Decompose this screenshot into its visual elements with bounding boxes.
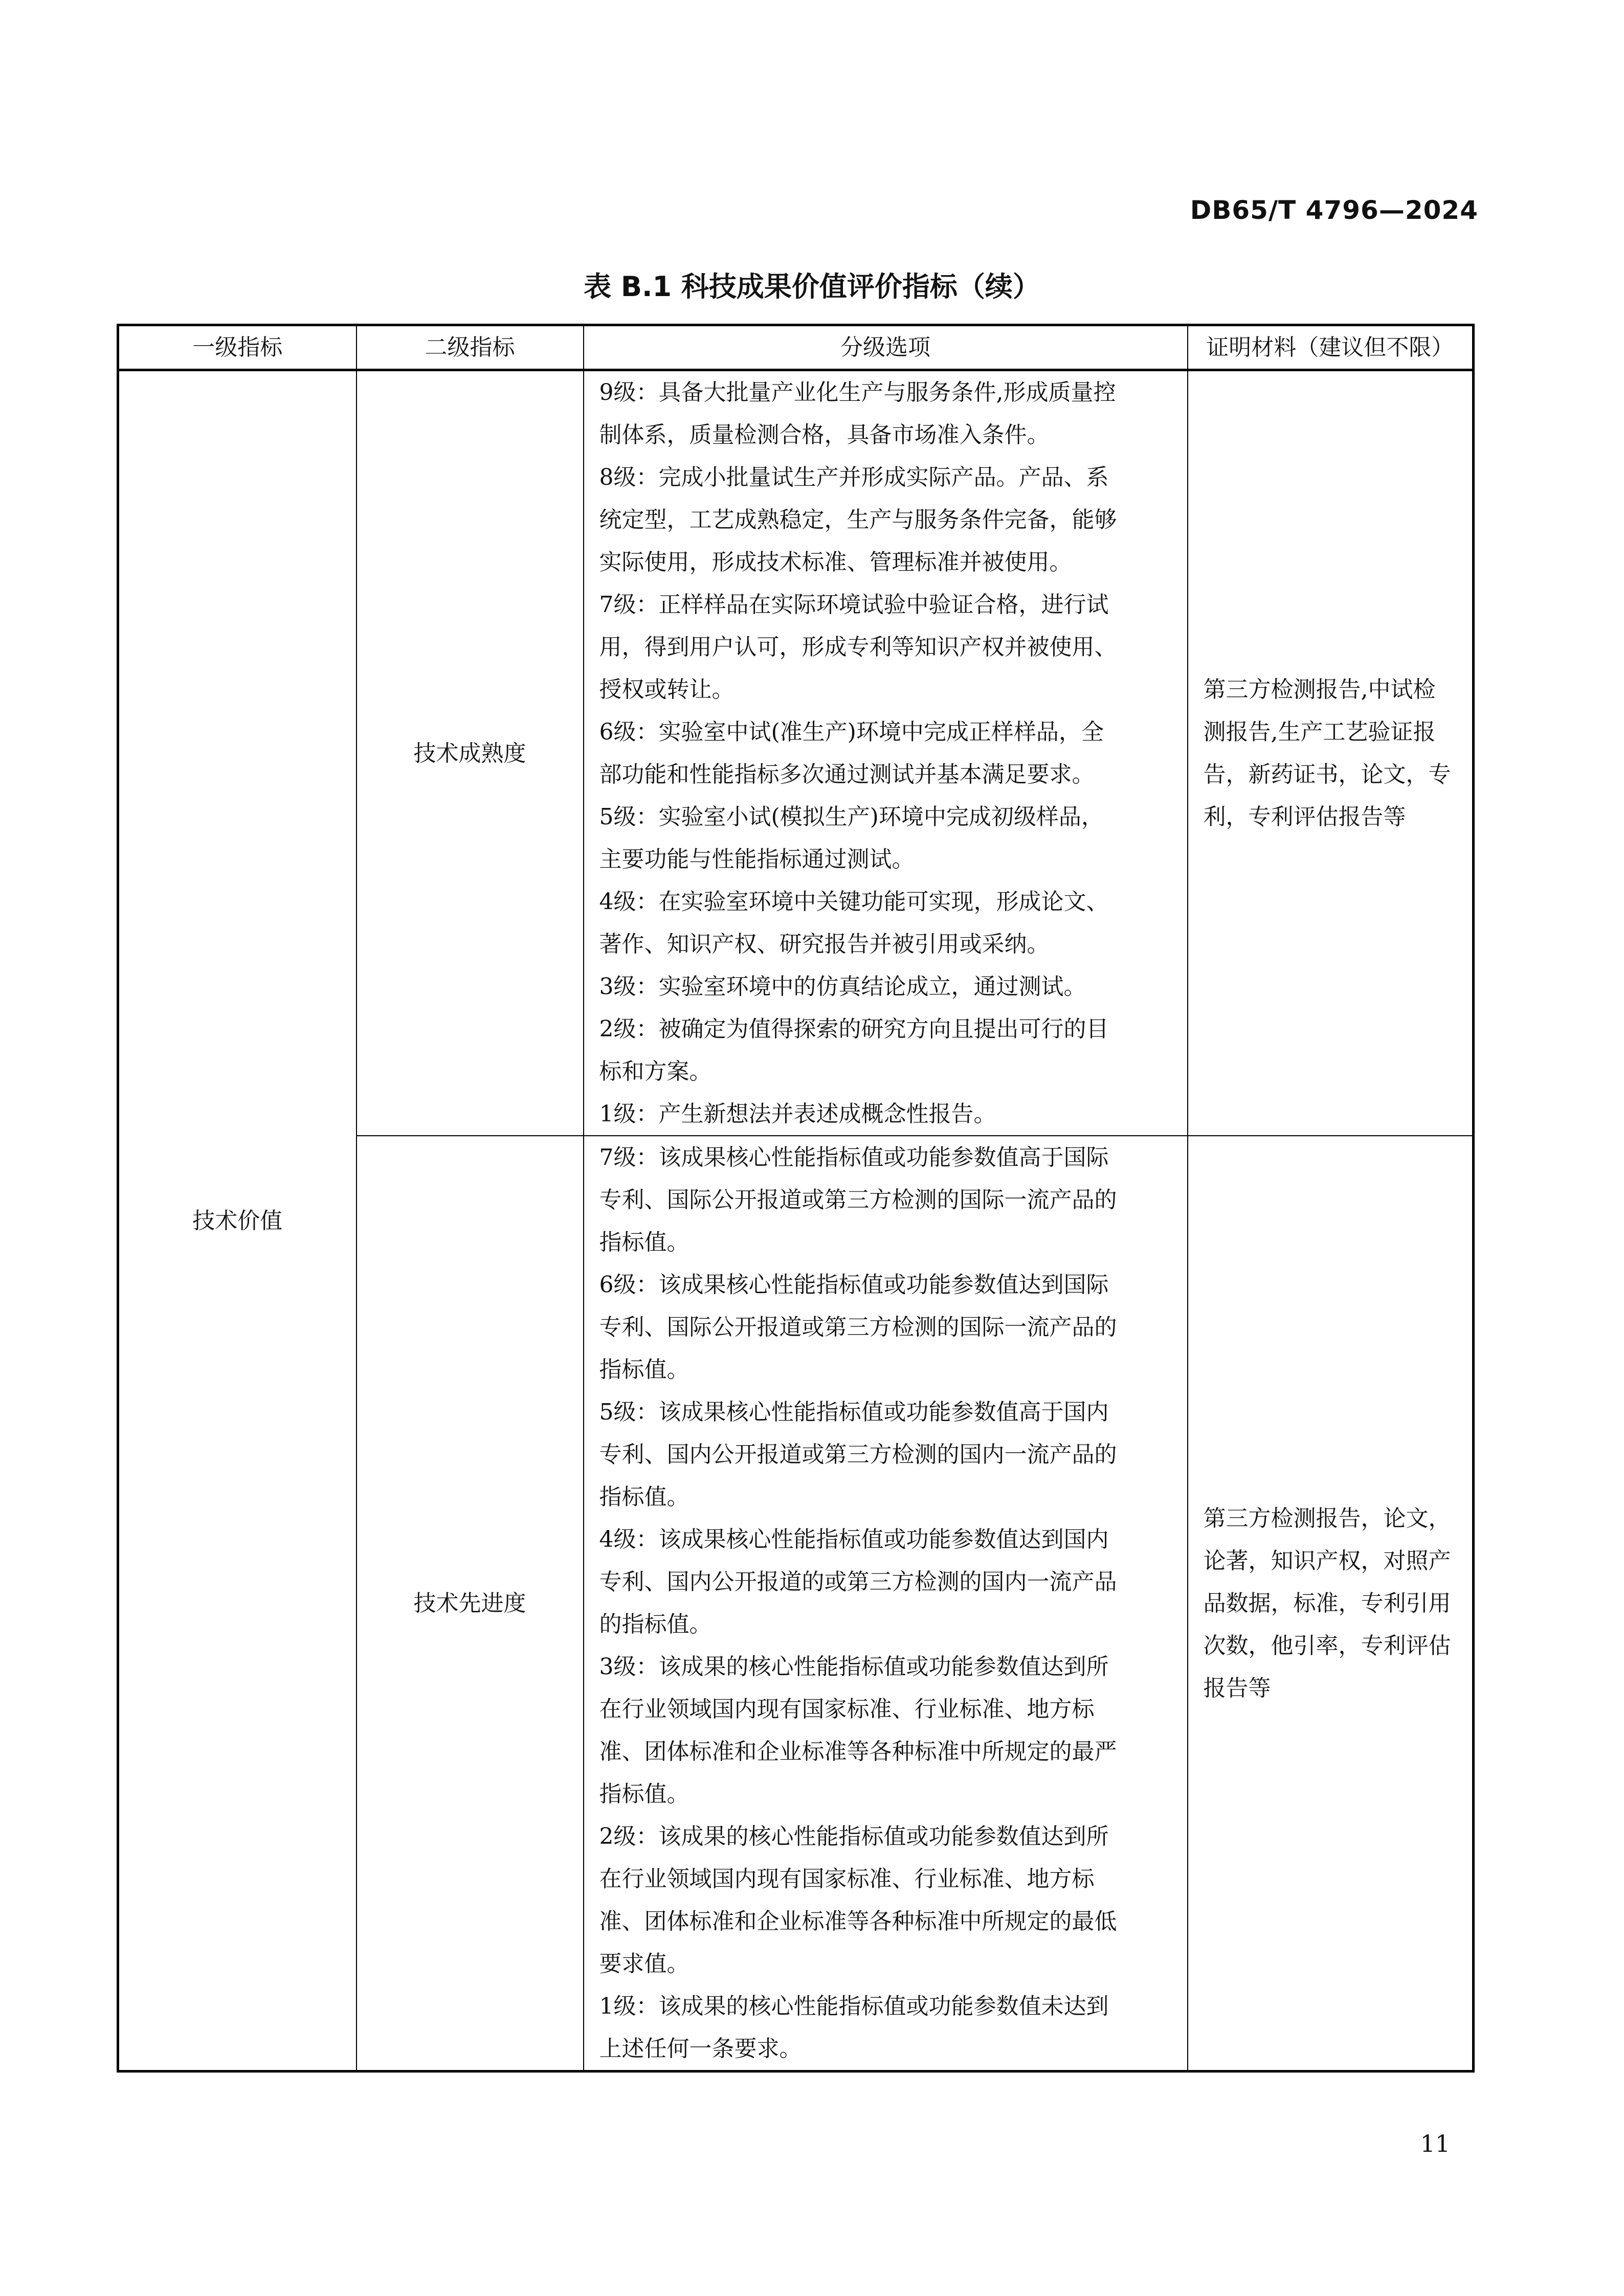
table-title: 表 B.1 科技成果价值评价指标（续） <box>584 271 1040 303</box>
option-line: 实际使用，形成技术标准、管理标准并被使用。 <box>599 549 1072 575</box>
option-line: 8级：完成小批量试生产并形成实际产品。产品、系 <box>599 464 1109 490</box>
evidence-cell <box>1188 1136 1474 2072</box>
option-line: 主要功能与性能指标通过测试。 <box>599 846 915 872</box>
evidence-line: 第三方检测报告,中试检 <box>1203 677 1436 703</box>
column-header-evidence: 证明材料（建议但不限） <box>1188 325 1474 370</box>
evidence-line: 告，新药证书，论文，专 <box>1203 761 1451 787</box>
option-line: 标和方案。 <box>599 1059 712 1085</box>
column-header-secondary: 二级指标 <box>357 325 584 370</box>
evidence-line: 第三方检测报告，论文， <box>1203 1505 1451 1532</box>
option-line: 3级：实验室环境中的仿真结论成立，通过测试。 <box>599 974 1086 1000</box>
option-line: 专利、国际公开报道或第三方检测的国际一流产品的 <box>599 1187 1117 1213</box>
evidence-cell <box>1188 370 1474 1136</box>
table-header-row <box>118 325 1474 370</box>
option-line: 部功能和性能指标多次通过测试并基本满足要求。 <box>599 761 1095 787</box>
option-line: 7级：该成果核心性能指标值或功能参数值高于国际 <box>599 1144 1109 1170</box>
option-line: 上述任何一条要求。 <box>599 2036 802 2062</box>
option-line: 授权或转让。 <box>599 677 735 703</box>
column-header-primary: 一级指标 <box>118 325 357 370</box>
option-line: 4级：该成果核心性能指标值或功能参数值达到国内 <box>599 1526 1109 1552</box>
primary-index-cell: 技术价值 <box>118 370 357 2072</box>
option-line: 2级：该成果的核心性能指标值或功能参数值达到所 <box>599 1824 1109 1850</box>
option-line: 6级：实验室中试(准生产)环境中完成正样样品，全 <box>599 719 1104 745</box>
option-line: 指标值。 <box>599 1357 689 1383</box>
evaluation-index-table <box>117 324 1475 2073</box>
option-line: 专利、国内公开报道的或第三方检测的国内一流产品 <box>599 1569 1117 1595</box>
page-number: 11 <box>1420 2130 1450 2157</box>
evidence-line: 品数据，标准，专利引用 <box>1203 1590 1451 1616</box>
option-line: 4级：在实验室环境中关键功能可实现，形成论文、 <box>599 889 1109 915</box>
option-line: 指标值。 <box>599 1229 689 1255</box>
option-line: 6级：该成果核心性能指标值或功能参数值达到国际 <box>599 1272 1109 1298</box>
option-line: 专利、国内公开报道或第三方检测的国内一流产品的 <box>599 1442 1117 1468</box>
grade-options-cell <box>584 370 1188 1136</box>
secondary-index-cell: 技术先进度 <box>357 1136 584 2072</box>
option-line: 的指标值。 <box>599 1611 712 1637</box>
option-line: 5级：实验室小试(模拟生产)环境中完成初级样品， <box>599 804 1104 830</box>
option-line: 著作、知识产权、研究报告并被引用或采纳。 <box>599 931 1050 957</box>
evidence-line: 次数，他引率，专利评估 <box>1203 1632 1451 1659</box>
option-line: 用，得到用户认可，形成专利等知识产权并被使用、 <box>599 634 1117 660</box>
option-line: 指标值。 <box>599 1484 689 1510</box>
option-line: 指标值。 <box>599 1781 689 1807</box>
option-line: 1级：该成果的核心性能指标值或功能参数值未达到 <box>599 1993 1109 2019</box>
secondary-index-cell: 技术成熟度 <box>357 370 584 1136</box>
option-line: 3级：该成果的核心性能指标值或功能参数值达到所 <box>599 1654 1109 1680</box>
option-line: 2级：被确定为值得探索的研究方向且提出可行的目 <box>599 1016 1109 1042</box>
table-row <box>118 370 1474 1136</box>
option-line: 准、团体标准和企业标准等各种标准中所规定的最严 <box>599 1739 1117 1765</box>
evidence-line: 利，专利评估报告等 <box>1203 804 1406 830</box>
evidence-line: 报告等 <box>1203 1675 1271 1701</box>
document-code: DB65/T 4796—2024 <box>1190 195 1478 225</box>
option-line: 统定型，工艺成熟稳定，生产与服务条件完备，能够 <box>599 507 1117 533</box>
option-line: 在行业领域国内现有国家标准、行业标准、地方标 <box>599 1866 1095 1892</box>
option-line: 1级：产生新想法并表述成概念性报告。 <box>599 1101 996 1127</box>
option-line: 专利、国际公开报道或第三方检测的国际一流产品的 <box>599 1314 1117 1340</box>
option-line: 要求值。 <box>599 1951 689 1977</box>
option-line: 5级：该成果核心性能指标值或功能参数值高于国内 <box>599 1399 1109 1425</box>
option-line: 准、团体标准和企业标准等各种标准中所规定的最低 <box>599 1908 1117 1934</box>
evidence-line: 测报告,生产工艺验证报 <box>1203 719 1436 745</box>
column-header-options: 分级选项 <box>584 325 1188 370</box>
option-line: 7级：正样样品在实际环境试验中验证合格，进行试 <box>599 592 1109 618</box>
option-line: 9级：具备大批量产业化生产与服务条件,形成质量控 <box>599 379 1116 406</box>
option-line: 制体系，质量检测合格，具备市场准入条件。 <box>599 422 1050 448</box>
option-line: 在行业领域国内现有国家标准、行业标准、地方标 <box>599 1696 1095 1722</box>
evidence-line: 论著，知识产权，对照产 <box>1203 1547 1451 1574</box>
grade-options-cell <box>584 1136 1188 2072</box>
